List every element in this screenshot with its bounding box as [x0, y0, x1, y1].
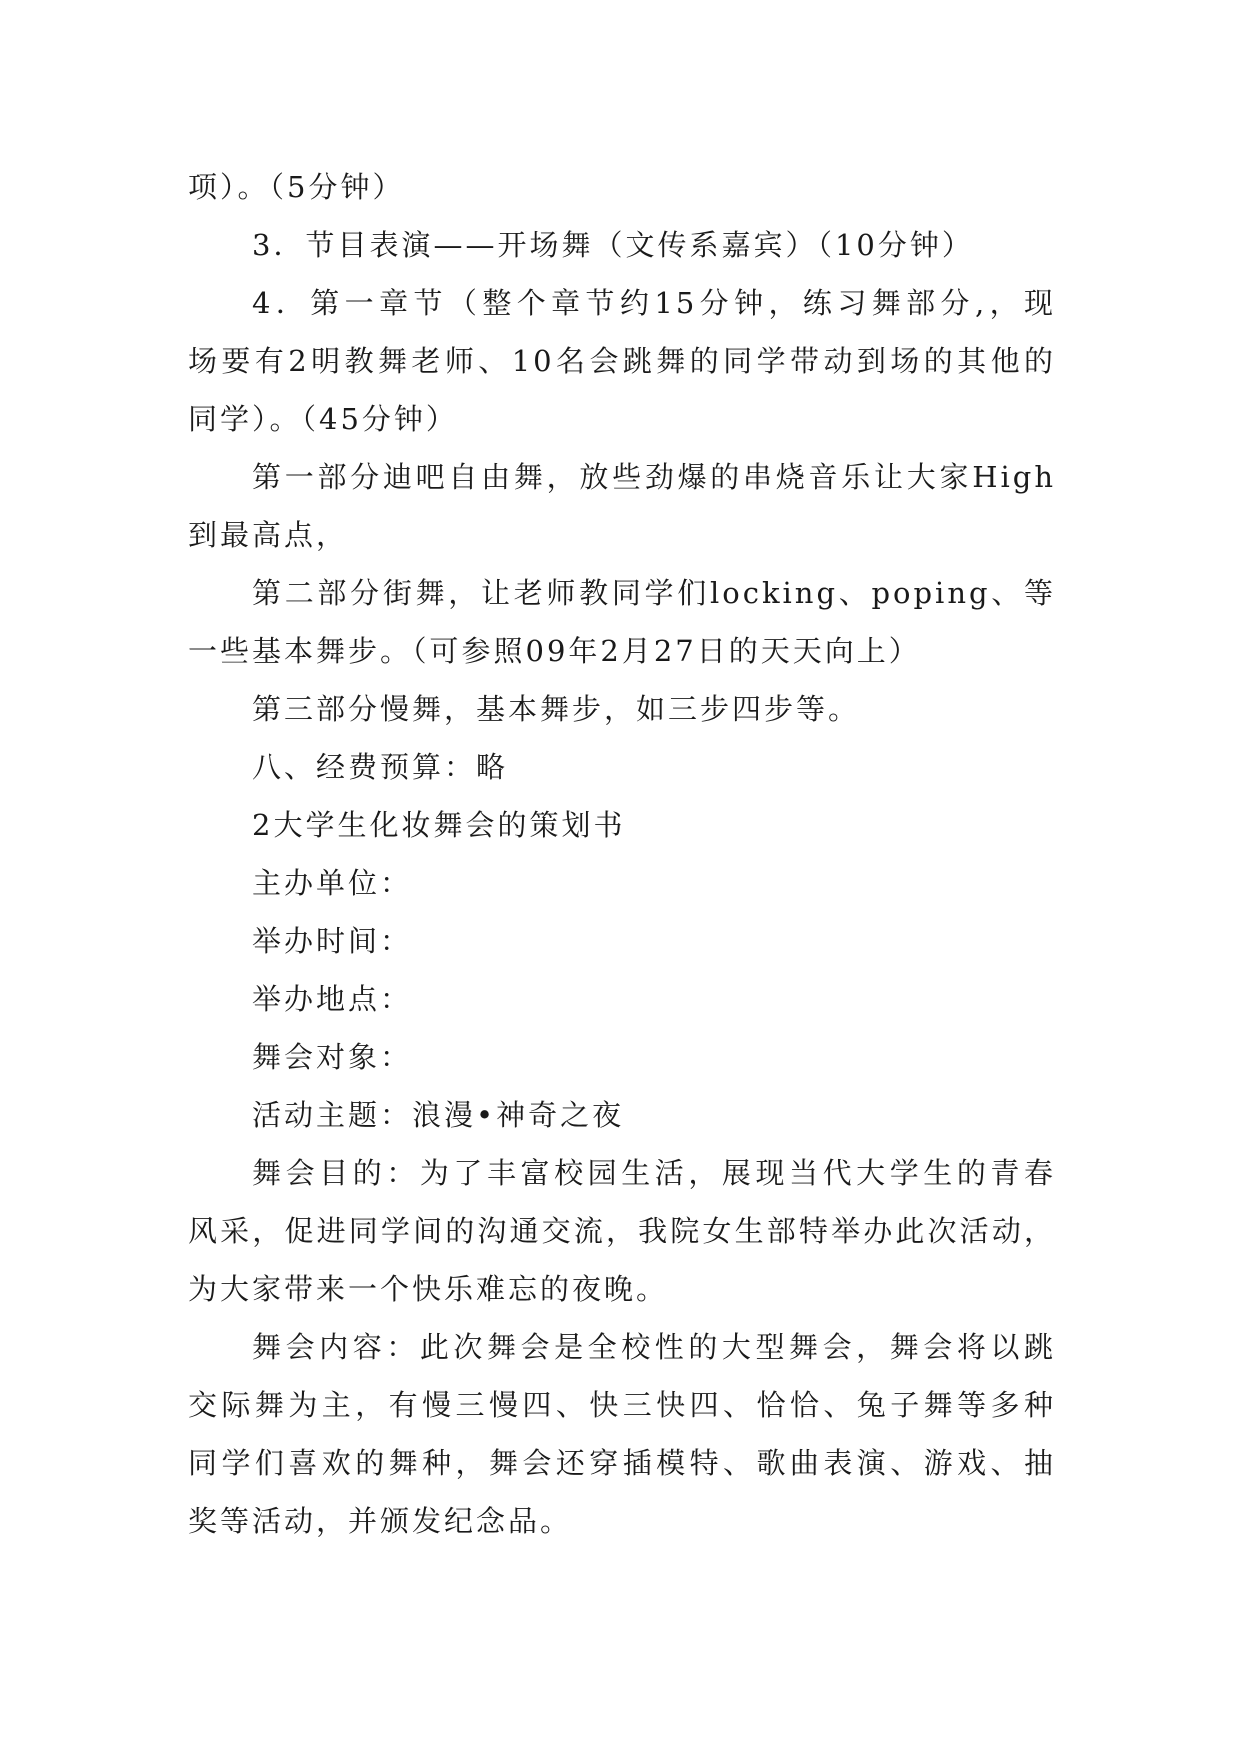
text-line: 4．第一章节（整个章节约15分钟，练习舞部分,，现	[252, 286, 1056, 320]
field-audience	[188, 1028, 1056, 1086]
text-line: 同学们喜欢的舞种，舞会还穿插模特、歌曲表演、游戏、抽	[188, 1446, 1056, 1480]
paragraph-5	[188, 564, 1056, 680]
field-theme	[188, 1086, 1056, 1144]
text-line: 交际舞为主，有慢三慢四、快三快四、恰恰、兔子舞等多种	[188, 1388, 1056, 1422]
field-location	[188, 970, 1056, 1028]
paragraph-content	[188, 1318, 1056, 1550]
text-line: 第二部分街舞，让老师教同学们locking、poping、等	[252, 576, 1056, 610]
text-line: 项）。（5分钟）	[188, 170, 405, 204]
paragraph-4	[188, 448, 1056, 564]
text-line: 举办地点：	[252, 982, 413, 1016]
field-organizer	[188, 854, 1056, 912]
paragraph-1	[188, 158, 1056, 216]
text-line: 举办时间：	[252, 924, 413, 958]
section-heading-budget	[188, 738, 1056, 796]
paragraph-purpose	[188, 1144, 1056, 1318]
text-line: 场要有2明教舞老师、10名会跳舞的同学带动到场的其他的	[188, 344, 1056, 378]
text-line: 风采，促进同学间的沟通交流，我院女生部特举办此次活动，	[188, 1214, 1056, 1248]
paragraph-3	[188, 274, 1056, 448]
section-heading-plan	[188, 796, 1056, 854]
text-line: 为大家带来一个快乐难忘的夜晚。	[188, 1272, 669, 1306]
text-line: 活动主题：浪漫•神奇之夜	[252, 1098, 625, 1132]
text-line: 到最高点，	[188, 518, 349, 552]
text-line: 舞会目的：为了丰富校园生活，展现当代大学生的青春	[252, 1156, 1056, 1190]
paragraph-2	[188, 216, 1056, 274]
text-line: 3．节目表演——开场舞（文传系嘉宾）（10分钟）	[252, 228, 974, 262]
text-line: 八、经费预算：略	[252, 750, 509, 784]
document-body	[188, 158, 1056, 1550]
text-line: 一些基本舞步。（可参照09年2月27日的天天向上）	[188, 634, 921, 668]
paragraph-6	[188, 680, 1056, 738]
text-line: 第一部分迪吧自由舞，放些劲爆的串烧音乐让大家High	[252, 460, 1056, 494]
text-line: 同学）。（45分钟）	[188, 402, 458, 436]
text-line: 舞会内容：此次舞会是全校性的大型舞会，舞会将以跳	[252, 1330, 1056, 1364]
text-line: 舞会对象：	[252, 1040, 413, 1074]
field-time	[188, 912, 1056, 970]
text-line: 2大学生化妆舞会的策划书	[252, 808, 626, 842]
text-line: 第三部分慢舞，基本舞步，如三步四步等。	[252, 692, 861, 726]
text-line: 奖等活动，并颁发纪念品。	[188, 1504, 573, 1538]
text-line: 主办单位：	[252, 866, 413, 900]
